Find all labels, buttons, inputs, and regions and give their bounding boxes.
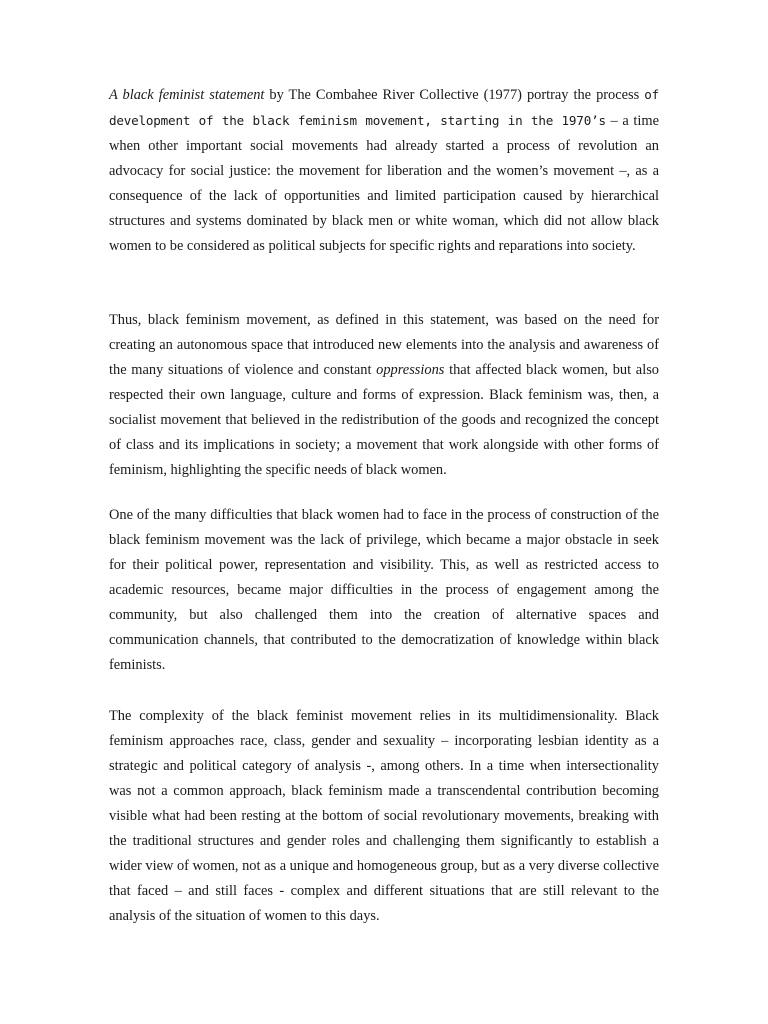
paragraph-3-text: One of the many difficulties that black women had to face in the process of construction of the black feminism movement was the lack of privilege, which became a major obstacle in seek for their political power, representation and visibility. This, as well as restricted access to academic resources, became major difficulties in the process of engagement among the community, but also challenged them into the creation of alternative spaces and communication channels, that contributed to the democratization of knowledge within black feminists. <box>109 507 659 673</box>
paragraph-2-italic: oppressions <box>376 362 445 378</box>
paragraph-1 <box>109 82 659 259</box>
paragraph-1-text-mono: of development of the black feminism movement, starting in the 1970’s <box>109 87 659 128</box>
paragraph-2 <box>109 308 659 483</box>
paragraph-3 <box>109 503 659 678</box>
paragraph-4 <box>109 704 659 929</box>
paragraph-2-text-b: that affected black women, but also respected their own language, culture and forms of expression. Black feminism was, then, a socialist movement that believed in the redistribution of the goods and recognized the concept of class and its implications in society; a movement that work alongside with other forms of feminism, highlighting the specific needs of black women. <box>109 362 659 478</box>
paragraph-1-text-b: – a time when other important social movements had already started a process of revolution an advocacy for social justice: the movement for liberation and the women’s movement –, as a consequence of the lack of opportunities and limited participation caused by hierarchical structures and systems dominated by black men or white woman, which did not allow black women to be considered as political subjects for specific rights and reparations into society. <box>109 113 660 254</box>
paragraph-2-text-a: Thus, black feminism movement, as defined in this statement, was based on the need for creating an autonomous space that introduced new elements into the analysis and awareness of the many situations of violence and constant <box>109 312 659 378</box>
paragraph-4-text: The complexity of the black feminist movement relies in its multidimensionality. Black feminism approaches race, class, gender and sexuality – incorporating lesbian identity as a strategic and political category of analysis -, among others. In a time when intersectionality was not a common approach, black feminism made a transcendental contribution becoming visible what had been resting at the bottom of social revolutionary movements, breaking with the traditional structures and gender roles and challenging them significantly to establish a wider view of women, not as a unique and homogeneous group, but as a very diverse collective that faced – and still faces - complex and different situations that are still relevant to the analysis of the situation of women to this days. <box>109 708 659 924</box>
statement-title: A black feminist statement <box>109 87 265 103</box>
paragraph-1-text-a: by The Combahee River Collective (1977) portray the process <box>264 87 645 103</box>
